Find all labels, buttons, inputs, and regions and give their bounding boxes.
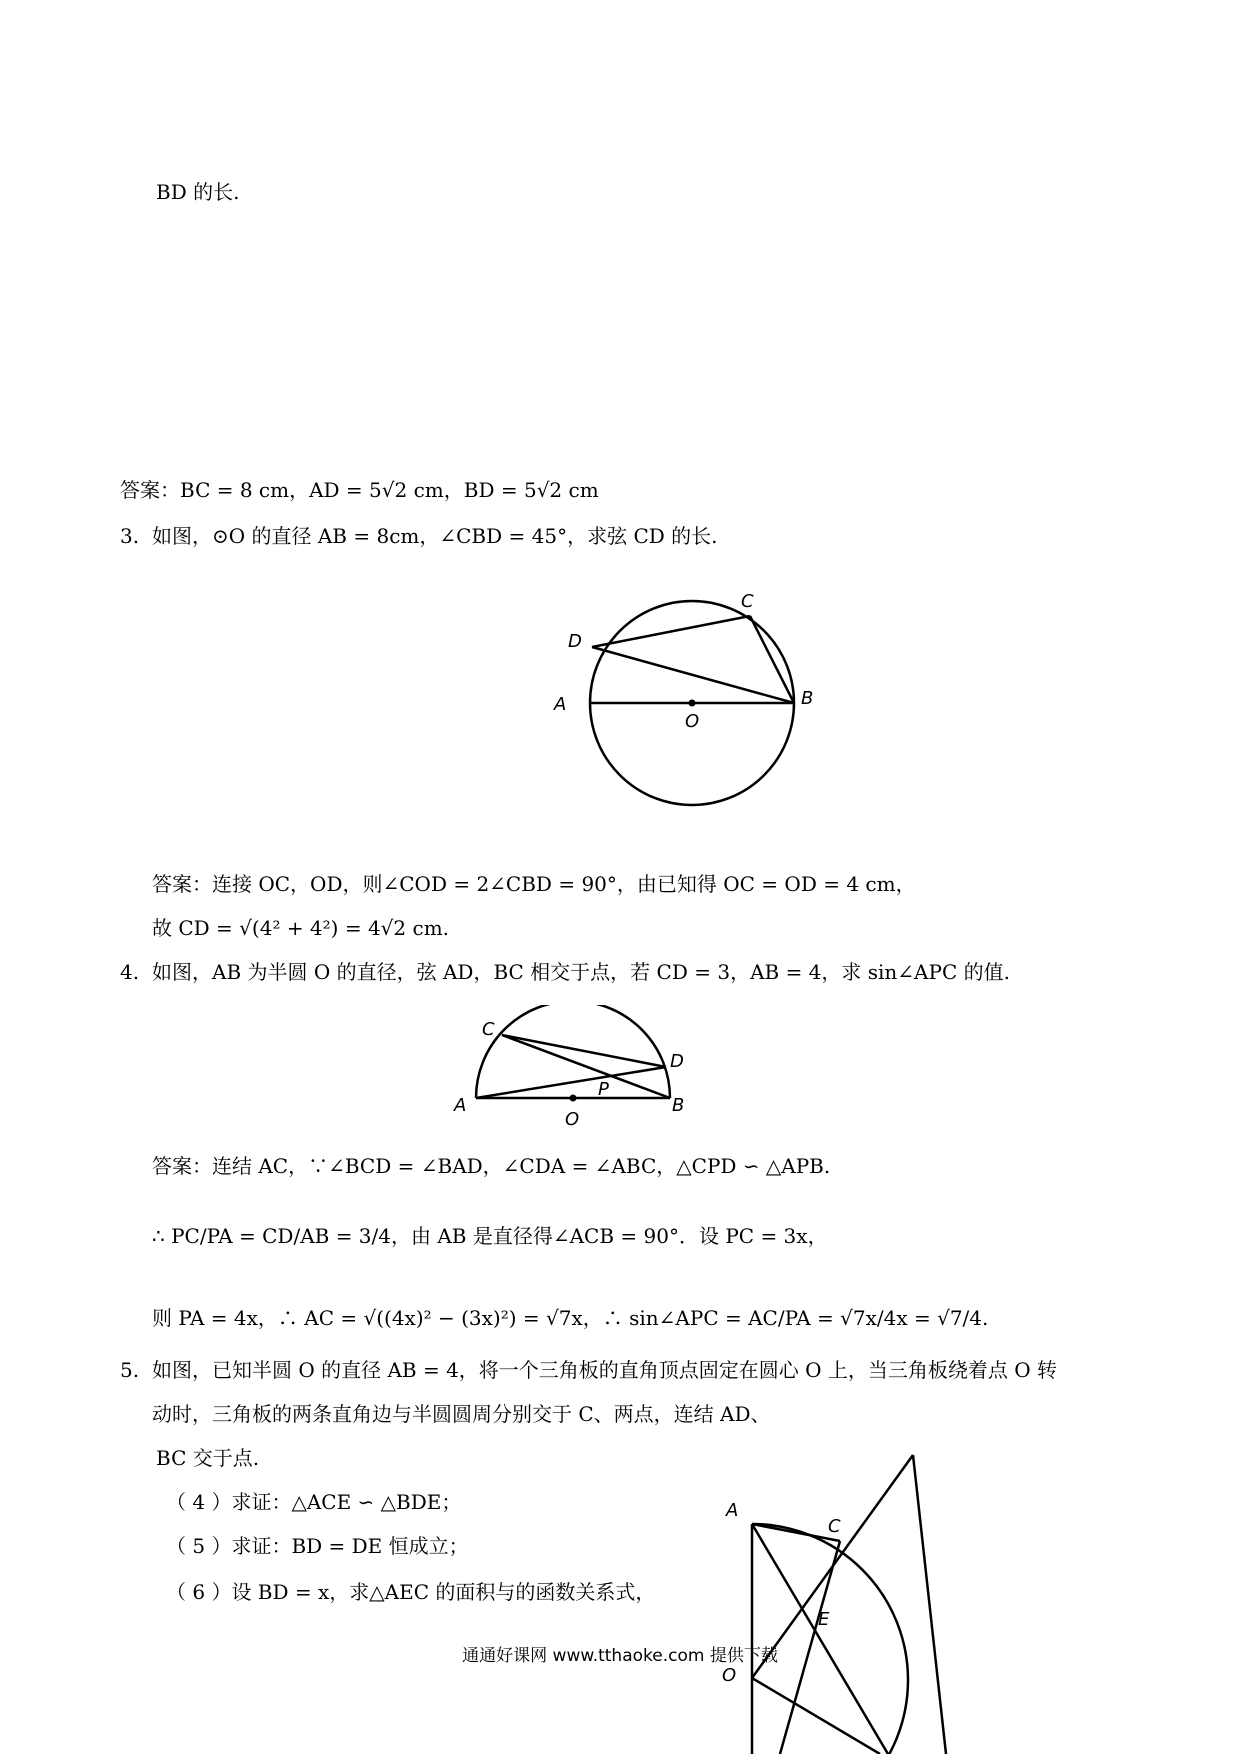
q3-answer-line2: 故 CD = √(4² + 4²) = 4√2 cm. — [152, 916, 450, 940]
q5-text-line1: 如图，已知半圆 O 的直径 AB = 4，将一个三角板的直角顶点固定在圆心 O 上，当三角板绕着点 O 转 — [152, 1358, 1058, 1382]
q4-semicircle-diagram — [450, 1005, 710, 1145]
q5-chord-ac — [752, 1524, 840, 1541]
q4-answer-line3: 则 PA = 4x，∴ AC = √((4x)² − (3x)²) = √7x，∴ sin∠APC = AC/PA = √7x/4x = √7/4. — [152, 1306, 989, 1330]
q5-sub4: （ 4 ）求证：△ACE ∽ △BDE； — [166, 1490, 462, 1514]
q5-text-line2: 动时，三角板的两条直角边与半圆圆周分别交于 C、两点，连结 AD、 — [152, 1402, 771, 1426]
q3-number: 3. — [120, 524, 140, 548]
q5-label-o: O — [722, 1665, 737, 1686]
q3-circle-diagram — [543, 577, 843, 817]
q4-chord-ad — [476, 1067, 666, 1098]
q4-label-d: D — [670, 1051, 684, 1072]
q5-ruler-edge-3 — [752, 1678, 880, 1754]
q4-question: 如图，AB 为半圆 O 的直径，弦 AD，BC 相交于点，若 CD = 3，AB = 4，求 sin∠APC 的值. — [152, 960, 1010, 984]
q2-tail: BD 的长. — [156, 180, 240, 204]
page-footer: 通通好课网 www.tthaoke.com 提供下载 — [462, 1646, 778, 1666]
q4-chord-cd — [502, 1035, 666, 1067]
q3-chord-db — [592, 647, 794, 703]
q4-answer-line1: 答案：连结 AC，∵∠BCD = ∠BAD，∠CDA = ∠ABC，△CPD ∽ △APB. — [152, 1154, 831, 1178]
q4-label-b: B — [672, 1095, 685, 1116]
q3-label-b: B — [801, 688, 814, 709]
q4-answer-line2: ∴ PC/PA = CD/AB = 3/4，由 AB 是直径得∠ACB = 90°．设 PC = 3x， — [152, 1224, 828, 1248]
q5-number: 5. — [120, 1358, 140, 1382]
q3-label-a: A — [554, 694, 567, 715]
q4-semicircle-arc — [476, 1005, 670, 1098]
q5-text-line3: BC 交于点. — [156, 1446, 260, 1470]
q5-label-c: C — [828, 1516, 841, 1537]
q5-label-e: E — [818, 1609, 830, 1630]
q5-label-a: A — [726, 1500, 739, 1521]
q5-sub6: （ 6 ）设 BD = x，求△AEC 的面积与的函数关系式， — [166, 1580, 656, 1604]
q4-label-a: A — [454, 1095, 467, 1116]
q3-chord-cb — [750, 616, 794, 703]
q5-sub5: （ 5 ）求证：BD = DE 恒成立； — [166, 1534, 469, 1558]
q3-center-point — [689, 700, 696, 707]
q3-question: 如图，⊙O 的直径 AB = 8cm，∠CBD = 45°，求弦 CD 的长. — [152, 524, 718, 548]
q4-label-o: O — [565, 1109, 580, 1130]
q3-label-c: C — [741, 591, 754, 612]
q3-label-o: O — [685, 711, 700, 732]
q4-label-c: C — [482, 1019, 495, 1040]
q5-triangle-semicircle-diagram — [720, 1442, 1020, 1754]
q2-answer: 答案：BC = 8 cm，AD = 5√2 cm，BD = 5√2 cm — [120, 478, 599, 502]
q5-ruler-edge-2 — [913, 1455, 946, 1754]
q5-semicircle-arc — [752, 1524, 908, 1754]
q3-answer-line1: 答案：连接 OC，OD，则∠COD = 2∠CBD = 90°，由已知得 OC = OD = 4 cm， — [152, 872, 916, 896]
q4-label-p: P — [598, 1079, 609, 1100]
q4-center-point — [570, 1095, 577, 1102]
q3-label-d: D — [568, 631, 582, 652]
q3-chord-dc — [592, 616, 750, 647]
q4-number: 4. — [120, 960, 140, 984]
